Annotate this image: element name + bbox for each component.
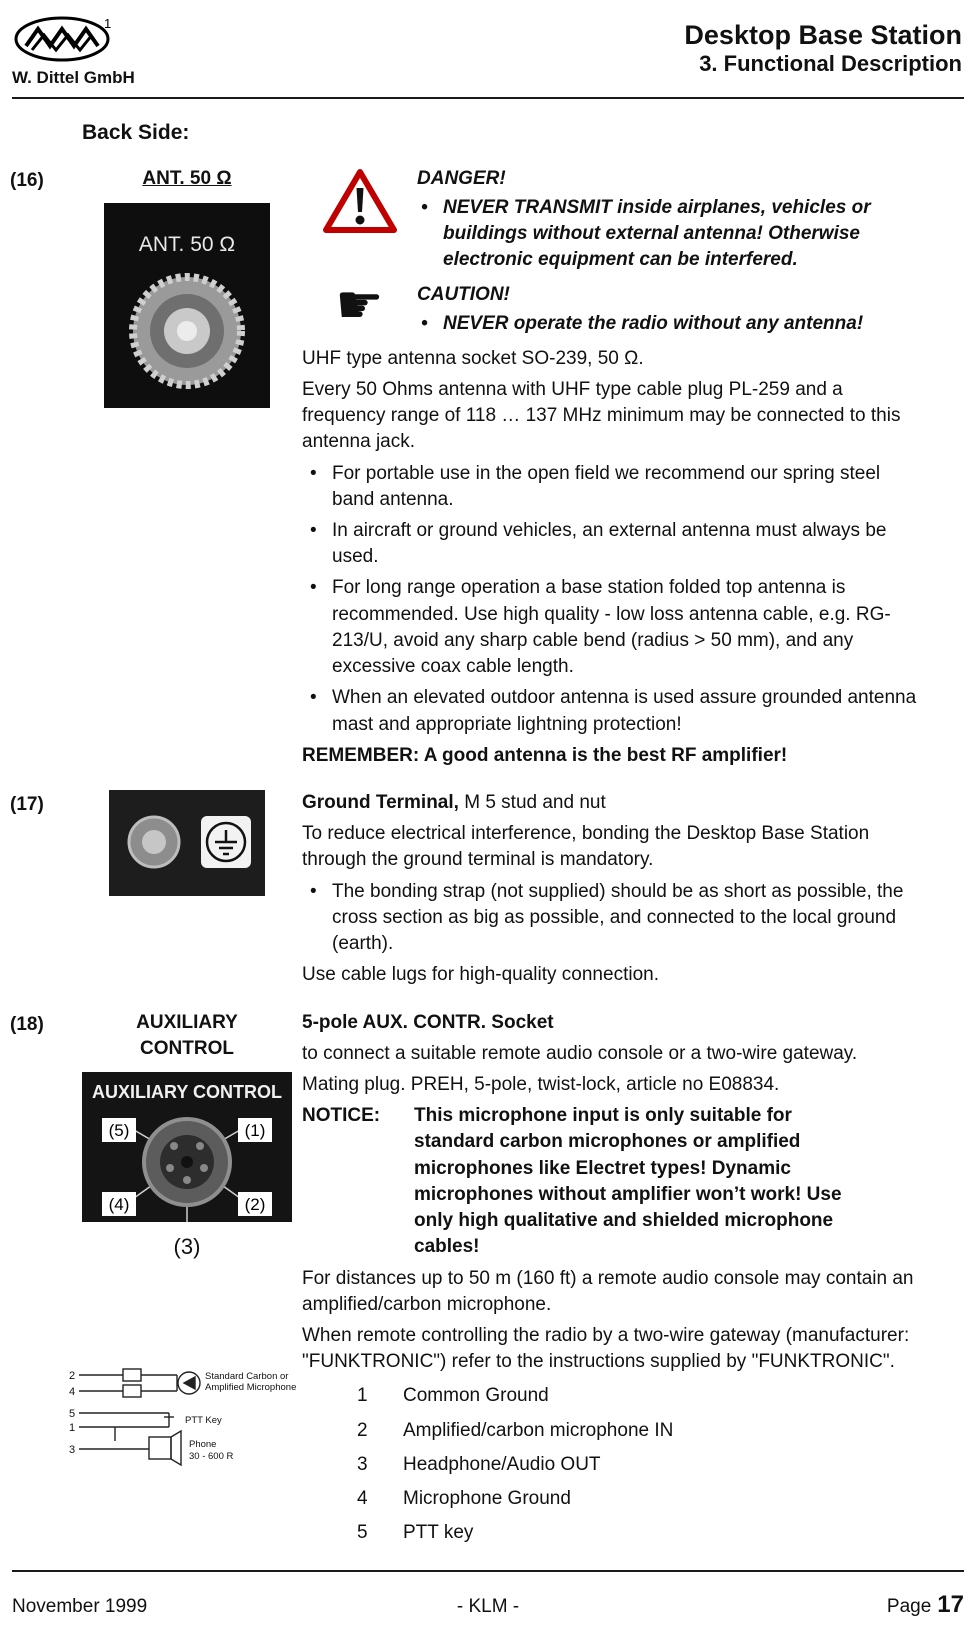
pin-description: Amplified/carbon microphone IN bbox=[403, 1419, 674, 1441]
caution-icon-cell bbox=[302, 273, 417, 341]
item-16-antenna bbox=[10, 166, 920, 774]
notice-label: NOTICE: bbox=[302, 1105, 381, 1127]
bullet-item: • The bonding strap (not supplied) should be as short as possible, the cross section as big as possible, and connected to the local ground (earth). bbox=[302, 879, 920, 958]
schematic-pin-3: 3 bbox=[69, 1444, 76, 1457]
paragraph: When remote controlling the radio by a two-wire gateway (manufacturer: "FUNKTRONIC") refer to the instructions supplied by "FUNKTRONIC". bbox=[302, 1324, 910, 1373]
schematic-pin-1: 1 bbox=[69, 1422, 76, 1435]
company-name: W. Dittel GmbH bbox=[12, 68, 135, 87]
remember-note: REMEMBER: A good antenna is the best RF amplifier! bbox=[302, 744, 788, 766]
pointing-hand-icon: ☛ bbox=[335, 273, 384, 337]
pin-description: Common Ground bbox=[403, 1385, 549, 1407]
footer-date: November 1999 bbox=[12, 1596, 148, 1618]
bullet-item: • In aircraft or ground vehicles, an external antenna must always be used. bbox=[302, 518, 920, 570]
bullet-item: • For portable use in the open field we recommend our spring steel band antenna. bbox=[302, 461, 920, 513]
item-title: 5-pole AUX. CONTR. Socket bbox=[302, 1011, 554, 1033]
item-18-left-column bbox=[82, 1010, 292, 1336]
item-label-line2: CONTROL bbox=[140, 1037, 234, 1059]
pin-description: PTT key bbox=[403, 1522, 474, 1544]
footer-page-label: Page bbox=[886, 1596, 932, 1618]
item-label bbox=[82, 1010, 292, 1062]
item-16-content bbox=[292, 166, 920, 774]
danger-block bbox=[302, 166, 920, 278]
item-17-content bbox=[292, 790, 920, 994]
pin-number: 2 bbox=[357, 1419, 368, 1441]
paragraph: to connect a suitable remote audio console or a two-wire gateway. bbox=[302, 1042, 858, 1064]
aux-wiring-schematic bbox=[65, 1361, 297, 1473]
paragraph: Use cable lugs for high-quality connection. bbox=[302, 964, 659, 986]
svg-text:1: 1 bbox=[104, 16, 112, 31]
schematic-mic-label-2: Amplified Microphone bbox=[205, 1382, 297, 1394]
item-title-rest: M 5 stud and nut bbox=[458, 792, 606, 814]
aux-control-photo bbox=[82, 1072, 292, 1222]
danger-icon-cell bbox=[302, 166, 417, 278]
dittel-wave-logo-icon bbox=[12, 14, 116, 64]
schematic-pin-4: 4 bbox=[69, 1386, 76, 1399]
pin-label-3: (3) bbox=[173, 1234, 201, 1260]
aux-photo-caption: AUXILIARY CONTROL bbox=[91, 1081, 283, 1102]
pin-list-item bbox=[357, 1520, 920, 1546]
paragraph: To reduce electrical interference, bonding the Desktop Base Station through the ground terminal is mandatory. bbox=[302, 823, 870, 871]
paragraph: For distances up to 50 m (160 ft) a remote audio console may contain an amplified/carbon microphone. bbox=[302, 1267, 914, 1315]
caution-heading: CAUTION! bbox=[417, 284, 510, 306]
pin-assignment-list bbox=[357, 1383, 920, 1546]
page-footer bbox=[10, 1570, 966, 1621]
section-heading: Back Side: bbox=[82, 121, 190, 145]
pin-label-2: (2) bbox=[244, 1194, 266, 1214]
doc-titles bbox=[684, 14, 962, 77]
schematic-ptt-label: PTT Key bbox=[185, 1415, 222, 1427]
page-body bbox=[10, 99, 966, 1570]
pin-list-item bbox=[357, 1383, 920, 1409]
item-ref: (16) bbox=[10, 170, 44, 192]
pin-label-4: (4) bbox=[108, 1194, 130, 1214]
caution-block bbox=[302, 273, 920, 341]
pin-description: Headphone/Audio OUT bbox=[403, 1453, 601, 1475]
company-logo bbox=[12, 14, 162, 89]
antenna-photo-caption: ANT. 50 Ω bbox=[138, 232, 236, 256]
pin-list-item bbox=[357, 1452, 920, 1478]
schematic-pin-5: 5 bbox=[69, 1408, 76, 1421]
danger-text-cell bbox=[417, 166, 920, 278]
warning-triangle-icon bbox=[320, 166, 400, 238]
doc-title: Desktop Base Station bbox=[684, 20, 962, 50]
schematic-phone-label-1: Phone bbox=[189, 1439, 217, 1451]
aux-schematic-cell bbox=[10, 1361, 297, 1554]
footer-author: - KLM - bbox=[456, 1596, 520, 1618]
danger-heading: DANGER! bbox=[417, 168, 506, 190]
pin-number: 1 bbox=[357, 1385, 368, 1407]
item-18-auxiliary-control bbox=[10, 1010, 920, 1555]
pin-number: 3 bbox=[357, 1453, 368, 1475]
danger-warning-text: • NEVER TRANSMIT inside airplanes, vehicles or buildings without external antenna! Otherwise electronic equipment can be interfered. bbox=[417, 195, 920, 274]
item-label: ANT. 50 Ω bbox=[142, 168, 232, 190]
antenna-socket-photo bbox=[104, 203, 270, 408]
item-17-ground-terminal bbox=[10, 790, 920, 994]
pin-label-1: (1) bbox=[244, 1120, 266, 1140]
footer-page bbox=[647, 1588, 964, 1621]
paragraph: Mating plug. PREH, 5-pole, twist-lock, article no E08834. bbox=[302, 1073, 780, 1095]
item-title-bold: Ground Terminal, bbox=[302, 792, 459, 814]
item-18-content bbox=[292, 1010, 920, 1555]
caution-warning-text: • NEVER operate the radio without any antenna! bbox=[417, 311, 920, 337]
pin-number: 5 bbox=[357, 1522, 368, 1544]
pin-list-item bbox=[357, 1418, 920, 1444]
item-17-left-column bbox=[82, 790, 292, 904]
bullet-item: • For long range operation a base station folded top antenna is recommended. Use high quality - low loss antenna cable, e.g. RG-213/U, avoid any sharp cable bend (radius > 50 mm), and any excessive coax cable length. bbox=[302, 575, 920, 680]
schematic-mic-label-1: Standard Carbon or bbox=[205, 1371, 289, 1383]
paragraph: Every 50 Ohms antenna with UHF type cable plug PL-259 and a frequency range of 118 … 137 MHz minimum may be connected to this antenna jack. bbox=[302, 378, 901, 453]
ground-terminal-photo bbox=[109, 790, 265, 896]
notice-text: This microphone input is only suitable for standard carbon microphones or amplified microphones like Electret types! Dynamic microphones without amplifier won’t work! Use only high qualitative and shielded microphone cables! bbox=[414, 1105, 842, 1258]
pin-list-item bbox=[357, 1486, 920, 1512]
paragraph: UHF type antenna socket SO-239, 50 Ω. bbox=[302, 347, 644, 369]
footer-page-number: 17 bbox=[937, 1591, 964, 1619]
bullet-item: • When an elevated outdoor antenna is used assure grounded antenna mast and appropriate lightning protection! bbox=[302, 685, 920, 737]
doc-subtitle: 3. Functional Description bbox=[699, 51, 962, 77]
item-16-left-column bbox=[82, 166, 292, 415]
item-label-line1: AUXILIARY bbox=[136, 1011, 238, 1033]
item-ref: (18) bbox=[10, 1013, 44, 1035]
notice-block bbox=[302, 1103, 920, 1260]
item-ref: (17) bbox=[10, 794, 44, 816]
schematic-phone-label-2: 30 - 600 R bbox=[189, 1451, 234, 1463]
caution-text-cell bbox=[417, 282, 920, 341]
schematic-pin-2: 2 bbox=[69, 1370, 76, 1383]
pin-description: Microphone Ground bbox=[403, 1488, 571, 1510]
pin-number: 4 bbox=[357, 1488, 368, 1510]
page-header bbox=[10, 12, 966, 89]
pin-label-5: (5) bbox=[108, 1120, 130, 1140]
item-title bbox=[302, 790, 920, 816]
